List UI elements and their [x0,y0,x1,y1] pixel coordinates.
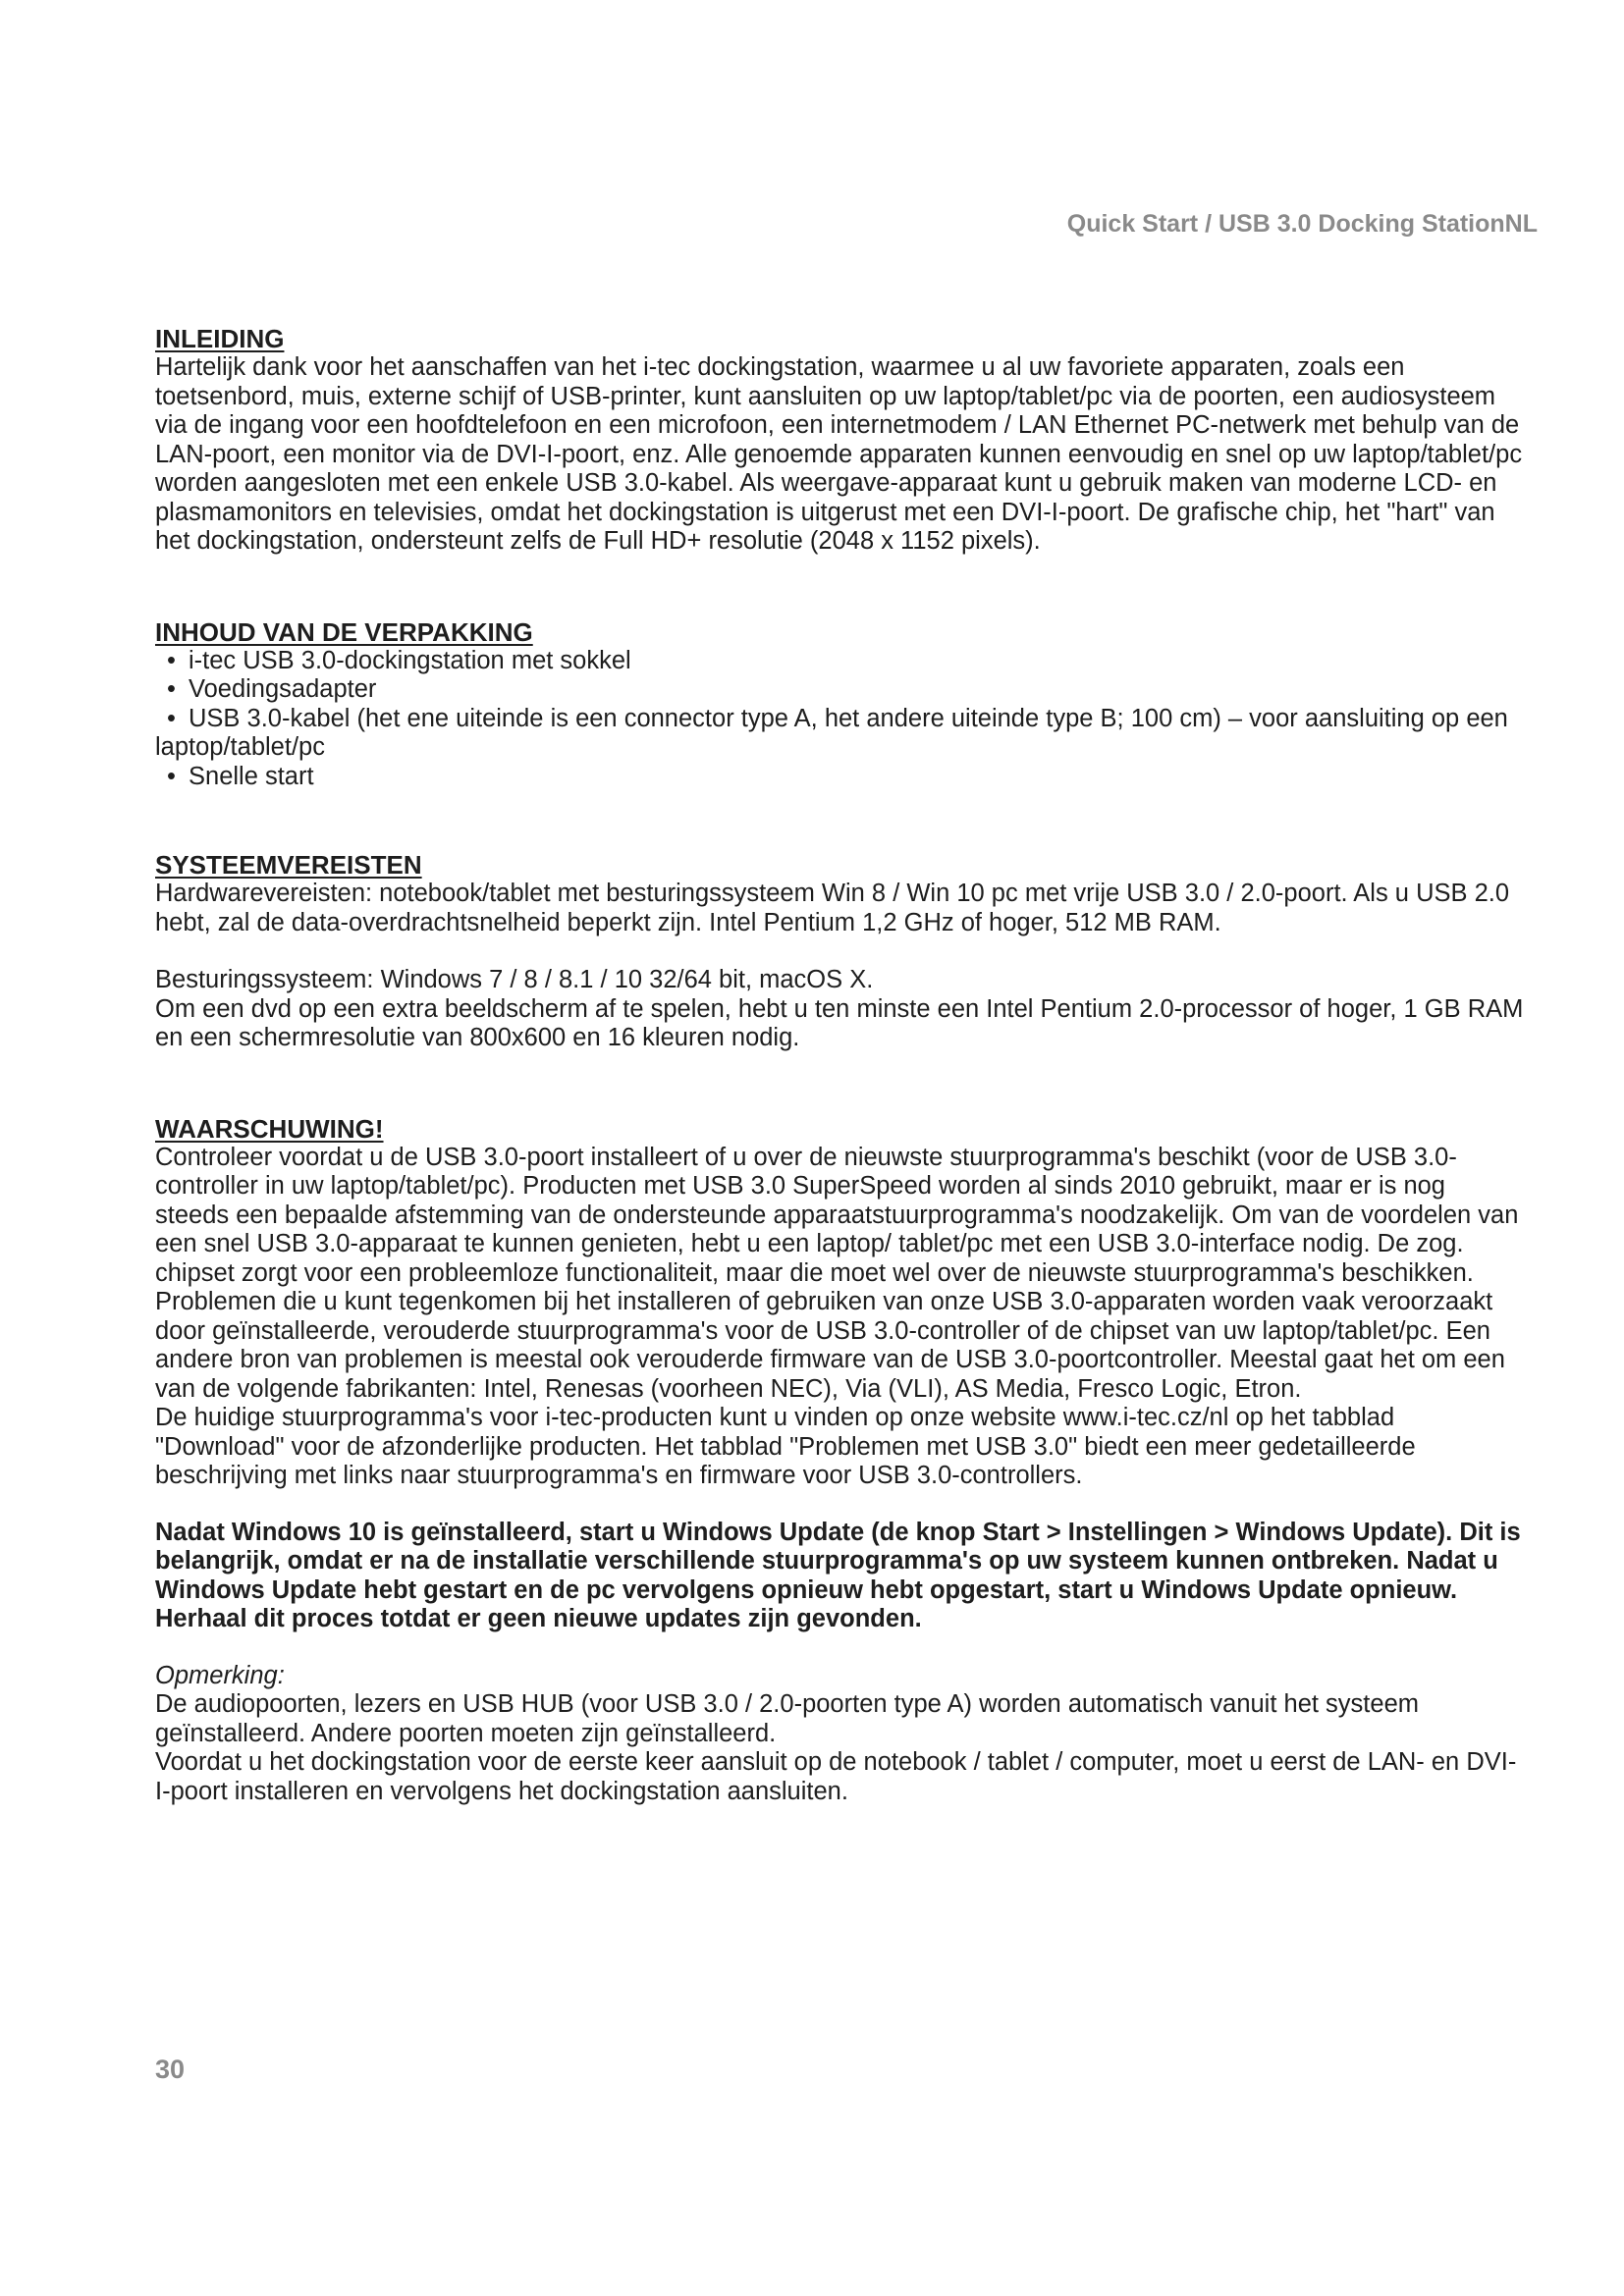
list-item [155,763,1525,792]
section-inhoud [155,617,1525,792]
note-label: Opmerking: [155,1661,285,1689]
windows-update-notice: Nadat Windows 10 is geïnstalleerd, start u Windows Update (de knop Start > Instellingen > Windows Update). Dit is belangrijk, omdat er na de installatie verschillende stuurprogramma's op uw systeem kunnen ontbreken. Nadat u Windows Update hebt gestart en de pc vervolgens opnieuw hebt opgestart, start u Windows Update opnieuw. Herhaal dit proces totdat er geen nieuwe updates zijn gevonden. [155,1518,1521,1632]
list-item-text: i-tec USB 3.0-dockingstation met sokkel [189,646,631,674]
list-item [155,705,1525,763]
section-title-systeem: SYSTEEMVEREISTEN [155,850,422,880]
bullet-icon: • [167,646,176,674]
inleiding-paragraph: Hartelijk dank voor het aanschaffen van het i-tec dockingstation, waarmee u al uw favoriete apparaten, zoals een toetsenbord, muis, externe schijf of USB-printer, kunt aansluiten op uw laptop/tablet/pc via de poorten, een audiosysteem via de ingang voor een hoofdtelefoon en een microfoon, een internetmodem / LAN Ethernet PC-netwerk met behulp van de LAN-poort, een monitor via de DVI-I-poort, enz. Alle genoemde apparaten kunnen eenvoudig en snel op uw laptop/tablet/pc worden aangesloten met een enkele USB 3.0-kabel. Als weergave-apparaat kunt u gebruik maken van moderne LCD- en plasmamonitors en televisies, omdat het dockingstation is uitgerust met een DVI-I-poort. De grafische chip, het "hart" van het dockingstation, ondersteunt zelfs de Full HD+ resolutie (2048 x 1152 pixels). [155,353,1523,555]
section-waarschuwing [155,1114,1525,1807]
list-item-text: Snelle start [189,762,314,790]
os-requirements: Besturingssysteem: Windows 7 / 8 / 8.1 / 10 32/64 bit, macOS X. [155,966,874,993]
list-item-text: Voedingsadapter [189,675,377,703]
bullet-icon: • [167,704,176,732]
warning-paragraph-1: Controleer voordat u de USB 3.0-poort installeert of u over de nieuwste stuurprogramma's beschikt (voor de USB 3.0-controller in uw laptop/tablet/pc). Producten met USB 3.0 SuperSpeed worden al sinds 2010 gebruikt, maar er is nog steeds een bepaalde afstemming van de ondersteunde apparaatstuurprogramma's noodzakelijk. Om van de voordelen van een snel USB 3.0-apparaat te kunnen genieten, hebt u een laptop/ tablet/pc met een USB 3.0-interface nodig. De zog. chipset zorgt voor een probleemloze functionaliteit, maar die moet wel over de nieuwste stuurprogramma's beschikken. [155,1143,1519,1287]
section-title-waarschuwing: WAARSCHUWING! [155,1113,384,1144]
list-item [155,647,1525,676]
list-item [155,675,1525,705]
package-contents-list [155,647,1525,792]
warning-paragraph-2: Problemen die u kunt tegenkomen bij het installeren of gebruiken van onze USB 3.0-apparaten worden vaak veroorzaakt door geïnstalleerde, verouderde stuurprogramma's voor de USB 3.0-controller of de chipset van uw laptop/tablet/pc. Een andere bron van problemen is meestal ook verouderde firmware van de USB 3.0-poortcontroller. Meestal gaat het om een van de volgende fabrikanten: Intel, Renesas (voorheen NEC), Via (VLI), AS Media, Fresco Logic, Etron. [155,1288,1505,1403]
bullet-icon: • [167,675,176,703]
section-title-inleiding: INLEIDING [155,324,285,353]
list-item-text: USB 3.0-kabel (het ene uiteinde is een connector type A, het andere uiteinde type B; 100 cm) – voor aansluiting op een laptop/tablet/pc [155,704,1508,761]
document-body [155,324,1525,1806]
hardware-requirements: Hardwarevereisten: notebook/tablet met besturingssysteem Win 8 / Win 10 pc met vrije USB 3.0 / 2.0-poort. Als u USB 2.0 hebt, zal de data-overdrachtsnelheid beperkt zijn. Intel Pentium 1,2 GHz of hoger, 512 MB RAM. [155,880,1510,936]
page-header-title: Quick Start / USB 3.0 Docking StationNL [1066,210,1538,238]
note-paragraph-1: De audiopoorten, lezers en USB HUB (voor USB 3.0 / 2.0-poorten type A) worden automatisch vanuit het systeem geïnstalleerd. Andere poorten moeten zijn geïnstalleerd. [155,1690,1419,1747]
warning-paragraph-3: De huidige stuurprogramma's voor i-tec-producten kunt u vinden op onze website www.i-tec.cz/nl op het tabblad "Download" voor de afzonderlijke producten. Het tabblad "Problemen met USB 3.0" biedt een meer gedetailleerde beschrijving met links naar stuurprogramma's en firmware voor USB 3.0-controllers. [155,1404,1416,1489]
note-paragraph-2: Voordat u het dockingstation voor de eerste keer aansluit op de notebook / tablet / computer, moet u eerst de LAN- en DVI-I-poort installeren en vervolgens het dockingstation aansluiten. [155,1748,1517,1805]
page-number: 30 [155,2055,186,2084]
section-systeemvereisten [155,850,1525,1053]
dvd-requirements: Om een dvd op een extra beeldscherm af te spelen, hebt u ten minste een Intel Pentium 2.0-processor of hoger, 1 GB RAM en een schermresolutie van 800x600 en 16 kleuren nodig. [155,994,1524,1051]
section-title-inhoud: INHOUD VAN DE VERPAKKING [155,616,533,647]
section-inleiding [155,324,1525,557]
bullet-icon: • [167,762,176,790]
